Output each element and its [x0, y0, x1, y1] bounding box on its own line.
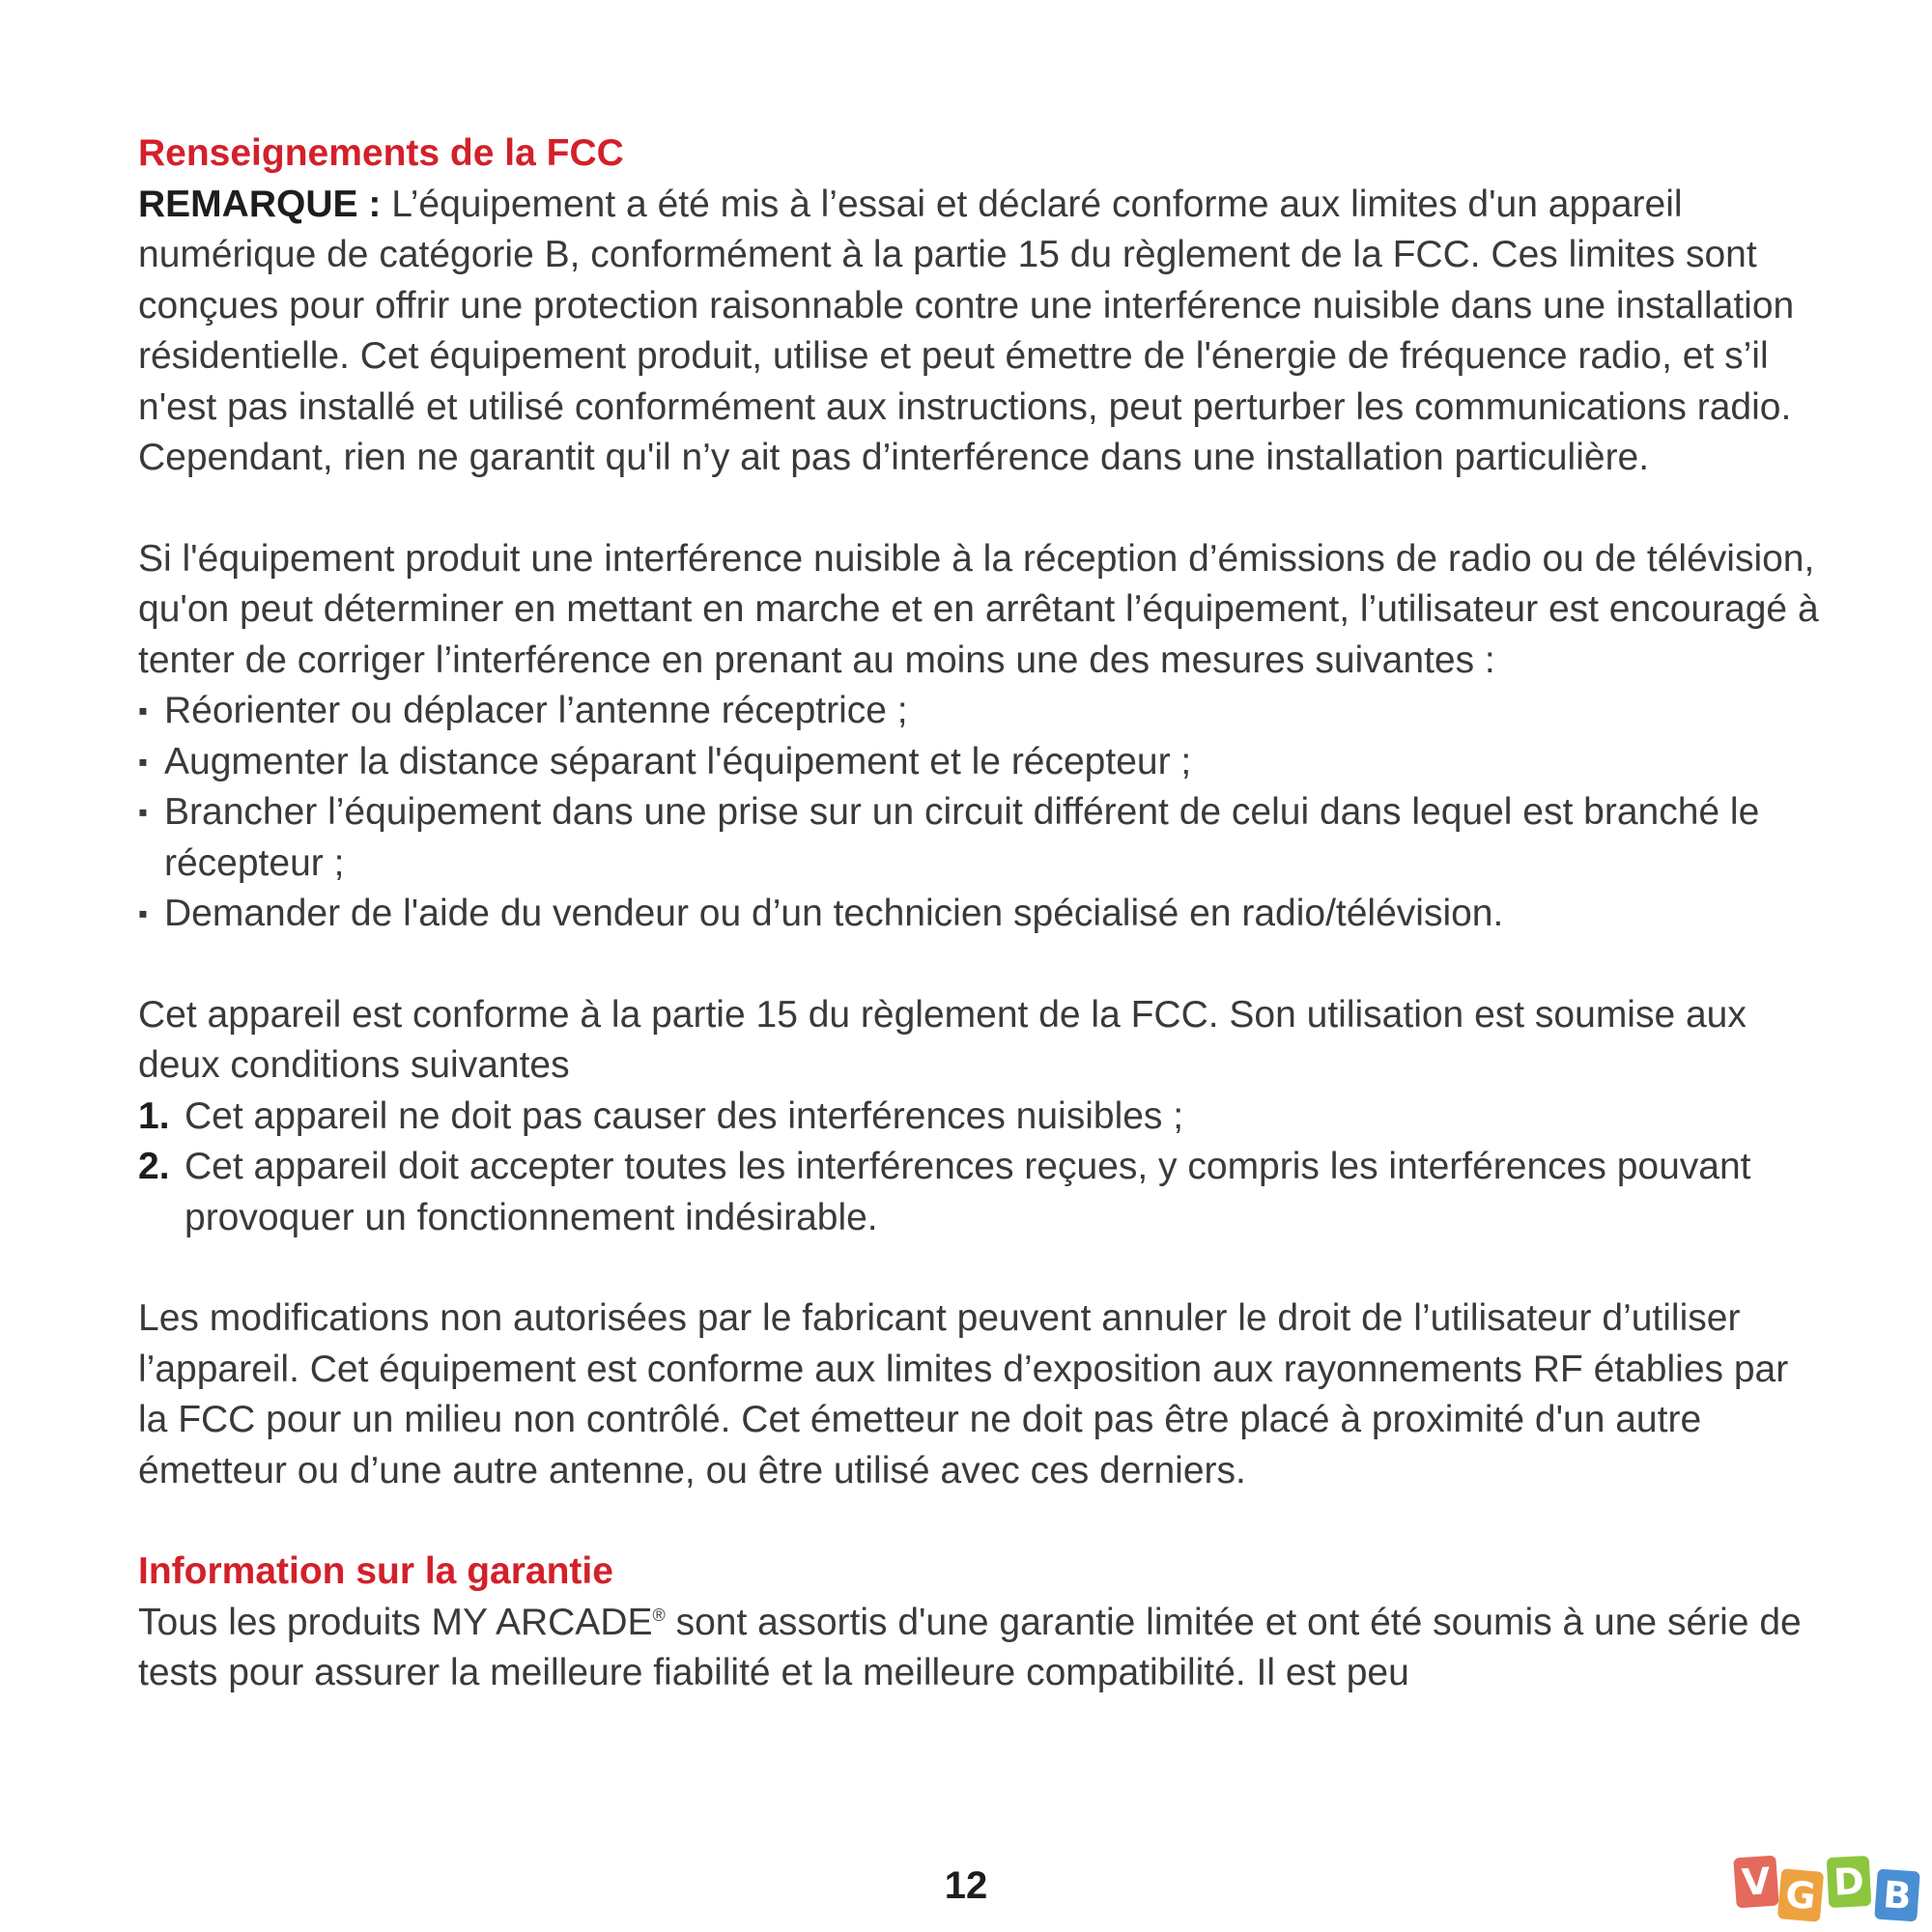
condition-text: Cet appareil ne doit pas causer des interférences nuisibles ; [185, 1094, 1184, 1137]
list-item [138, 737, 1819, 788]
bullet-icon: ▪ [138, 898, 148, 928]
note-text: L’équipement a été mis à l’essai et déclaré conforme aux limites d'un appareil numérique de catégorie B, conformément à la partie 15 du règlement de la FCC. Ces limites sont conçues pour offrir une protection raisonnable contre une interférence nuisible dans une installation résidentielle. Cet équipement produit, utilise et peut émettre de l'énergie de fréquence radio, et s’il n'est pas installé et utilisé conformément aux instructions, peut perturber les communications radio. Cependant, rien ne garantit qu'il n’y ait pas d’interférence dans une installation particulière. [138, 183, 1795, 478]
bullet-icon: ▪ [138, 797, 148, 827]
list-item [138, 686, 1819, 737]
warranty-text-end: sont assortis d'une garantie limitée et ont été soumis à une série de tests pour assurer la meilleure fiabilité et la meilleure compatibilité. Il est peu [138, 1601, 1802, 1693]
paragraph-gap [138, 1243, 1819, 1293]
warranty-paragraph [138, 1598, 1819, 1699]
fcc-note-paragraph [138, 180, 1819, 484]
measure-text: Demander de l'aide du vendeur ou d’un technicien spécialisé en radio/télévision. [164, 893, 1504, 934]
interference-intro: Si l'équipement produit une interférence nuisible à la réception d’émissions de radio ou de télévision, qu'on peut déterminer en mettant en marche et en arrêtant l’équipement, l’utilisateur est encouragé à tenter de corriger l’interférence en prenant au moins une des mesures suivantes : [138, 537, 1819, 681]
page-number: 12 [944, 1864, 988, 1907]
modifications-paragraph: Les modifications non autorisées par le fabricant peuvent annuler le droit de l’utilisateur d’utiliser l’appareil. Cet équipement est conforme aux limites d’exposition aux rayonnements RF établies par la FCC pour un milieu non contrôlé. Cet émetteur ne doit pas être placé à proximité d'un autre émetteur ou d’une autre antenne, ou être utilisé avec ces derniers. [138, 1297, 1789, 1492]
registered-mark: ® [652, 1605, 666, 1625]
part15-intro: Cet appareil est conforme à la partie 15 du règlement de la FCC. Son utilisation est soumise aux deux conditions suivantes [138, 993, 1747, 1086]
manual-page [138, 128, 1819, 1699]
logo-tile-g: G [1777, 1868, 1824, 1922]
paragraph-gap [138, 484, 1819, 534]
warranty-text-start: Tous les produits MY ARCADE [138, 1601, 653, 1643]
paragraph-gap [138, 1496, 1819, 1547]
measure-text: Brancher l’équipement dans une prise sur un circuit différent de celui dans lequel est branché le récepteur ; [164, 791, 1760, 884]
condition-text: Cet appareil doit accepter toutes les interférences reçues, y compris les interférences pouvant provoquer un fonctionnement indésirable. [185, 1146, 1751, 1238]
logo-tile-b: B [1874, 1869, 1920, 1922]
measure-text: Réorienter ou déplacer l’antenne réceptrice ; [164, 690, 908, 731]
logo-tile-d: D [1827, 1856, 1872, 1908]
list-item [138, 1142, 1819, 1243]
measures-list [138, 686, 1819, 940]
paragraph-gap [138, 940, 1819, 990]
bullet-icon: ▪ [138, 746, 148, 777]
condition-number: 2. [138, 1146, 170, 1187]
logo-tile-v: V [1733, 1856, 1779, 1909]
vgdb-watermark-logo [1735, 1857, 1928, 1924]
measure-text: Augmenter la distance séparant l'équipement et le récepteur ; [164, 740, 1192, 782]
list-item [138, 787, 1819, 889]
conditions-list [138, 1092, 1819, 1244]
list-item [138, 1092, 1819, 1143]
warranty-heading: Information sur la garantie [138, 1550, 613, 1592]
bullet-icon: ▪ [138, 696, 148, 725]
condition-number: 1. [138, 1094, 170, 1137]
list-item [138, 889, 1819, 940]
fcc-heading: Renseignements de la FCC [138, 132, 624, 174]
note-label: REMARQUE : [138, 183, 382, 225]
